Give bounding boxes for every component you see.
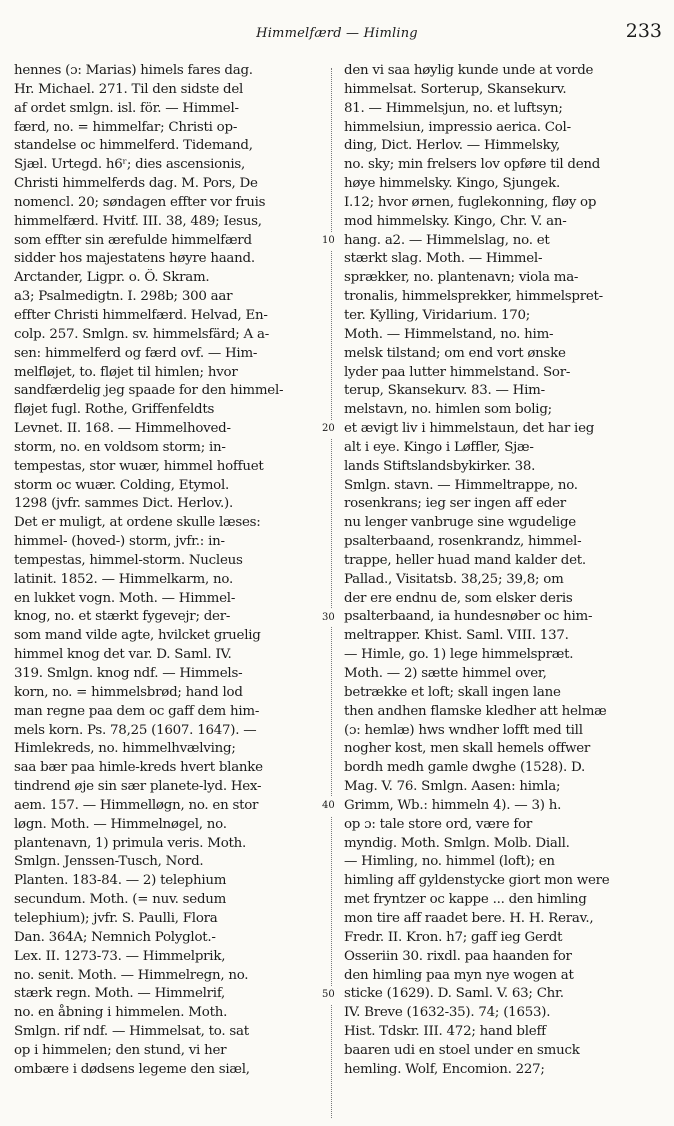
- text-line: Himlekreds, no. himmelhvælving;: [14, 741, 236, 757]
- text-line: der ere endnu de, som elsker deris: [344, 590, 573, 606]
- text-line: hang. a2. — Himmelslag, no. et: [344, 232, 550, 248]
- text-line: tindrend øje sin sær planete-lyd. Hex-: [14, 779, 262, 795]
- text-line: a3; Psalmedigtn. I. 298b; 300 aar: [14, 289, 233, 305]
- text-line: storm oc wuær. Colding, Etymol.: [14, 477, 230, 493]
- text-line: Sjæl. Urtegd. h6ʳ; dies ascensionis,: [14, 157, 245, 173]
- text-line: Dan. 364A; Nemnich Polyglot.-: [14, 929, 216, 945]
- right-column: [344, 62, 660, 1080]
- text-line: hemling. Wolf, Encomion. 227;: [344, 1061, 545, 1077]
- text-line: no. sky; min frelsers lov opføre til dend: [344, 157, 601, 173]
- text-line: høye himmelsky. Kingo, Sjungek.: [344, 176, 560, 192]
- text-line: baaren udi en stoel under en smuck: [344, 1042, 580, 1058]
- text-line: I.12; hvor ørnen, fuglekonning, fløy op: [344, 194, 597, 210]
- text-line: alt i eye. Kingo i Løffler, Sjæ-: [344, 439, 534, 455]
- text-line: storm, no. en voldsom storm; in-: [14, 439, 226, 455]
- text-line: meltrapper. Khist. Saml. VIII. 137.: [344, 628, 569, 644]
- text-line: sen: himmelferd og færd ovf. — Him-: [14, 345, 258, 361]
- text-line: sandfærdelig jeg spaade for den himmel-: [14, 383, 284, 399]
- text-line: effter Christi himmelfærd. Helvad, En-: [14, 307, 268, 323]
- text-line: Planten. 183-84. — 2) telephium: [14, 873, 227, 889]
- text-line: latinit. 1852. — Himmelkarm, no.: [14, 571, 233, 587]
- text-line: Fredr. II. Kron. h7; gaff ieg Gerdt: [344, 929, 563, 945]
- text-line: sidder hos majestatens høyre haand.: [14, 251, 255, 267]
- text-line: den vi saa høylig kunde unde at vorde: [344, 63, 594, 78]
- text-line: hennes (ɔ: Marias) himels fares dag.: [14, 63, 253, 78]
- text-line: som effter sin ærefulde himmelfærd: [14, 232, 252, 248]
- text-line: Smlgn. rif ndf. — Himmelsat, to. sat: [14, 1024, 249, 1040]
- text-line: himling aff gyldenstycke giort mon were: [344, 873, 610, 889]
- text-line: som mand vilde agte, hvilcket gruelig: [14, 628, 261, 644]
- text-line: — Himle, go. 1) lege himmelspræt.: [344, 647, 574, 663]
- text-line: psalterbaand, rosenkrandz, himmel-: [344, 534, 582, 550]
- text-line: met fryntzer oc kappe ... den himling: [344, 892, 587, 908]
- text-line: no. en åbning i himmelen. Moth.: [14, 1005, 228, 1021]
- text-line: mels korn. Ps. 78,25 (1607. 1647). —: [14, 722, 257, 738]
- text-line: Det er muligt, at ordene skulle læses:: [14, 515, 261, 531]
- text-line: colp. 257. Smlgn. sv. himmelsfärd; A a-: [14, 326, 269, 342]
- text-line: den himling paa myn nye wogen at: [344, 967, 574, 983]
- text-line: myndig. Moth. Smlgn. Molb. Diall.: [344, 835, 570, 851]
- text-line: tronalis, himmelsprekker, himmelspret-: [344, 289, 603, 305]
- text-line: betrække et loft; skall ingen lane: [344, 684, 561, 700]
- text-line: himmelsat. Sorterup, Skansekurv.: [344, 81, 567, 97]
- text-line: terup, Skansekurv. 83. — Him-: [344, 383, 545, 399]
- text-line: Pallad., Visitatsb. 38,25; 39,8; om: [344, 571, 564, 587]
- text-line: tempestas, stor wuær, himmel hoffuet: [14, 458, 264, 474]
- text-line: mod himmelsky. Kingo, Chr. V. an-: [344, 213, 567, 229]
- line-number: 30: [322, 609, 335, 628]
- page-header: [0, 20, 674, 50]
- text-line: nomencl. 20; søndagen effter vor fruis: [14, 194, 266, 210]
- text-line: aem. 157. — Himmelløgn, no. en stor: [14, 797, 259, 813]
- text-line: melfløjet, to. fløjet til himlen; hvor: [14, 364, 238, 380]
- text-line: plantenavn, 1) primula veris. Moth.: [14, 835, 247, 851]
- text-line: Levnet. II. 168. — Himmelhoved-: [14, 421, 231, 437]
- text-line: nu lenger vanbruge sine wgudelige: [344, 515, 576, 531]
- text-line: nogher kost, men skall hemels offwer: [344, 741, 591, 757]
- text-line: Osseriin 30. rixdl. paa haanden for: [344, 948, 572, 964]
- text-line: then andhen flamske kledher att helmæ: [344, 703, 607, 719]
- text-line: IV. Breve (1632-35). 74; (1653).: [344, 1005, 551, 1021]
- text-line: færd, no. = himmelfar; Christi op-: [14, 119, 238, 135]
- text-line: Moth. — Himmelstand, no. him-: [344, 326, 554, 342]
- text-line: Grimm, Wb.: himmeln 4). — 3) h.: [344, 797, 562, 813]
- text-line: man regne paa dem oc gaff dem him-: [14, 703, 260, 719]
- running-title: Himmelfærd — Himling: [256, 26, 418, 41]
- text-line: 1298 (jvfr. sammes Dict. Herlov.).: [14, 496, 233, 512]
- text-line: lyder paa lutter himmelstand. Sor-: [344, 364, 571, 380]
- text-line: psalterbaand, ia hundesnøber oc him-: [344, 609, 593, 625]
- text-line: telephium); jvfr. S. Paulli, Flora: [14, 910, 218, 926]
- text-line: — Himling, no. himmel (loft); en: [344, 854, 555, 870]
- text-line: Moth. — 2) sætte himmel over,: [344, 666, 547, 681]
- text-line: stærk regn. Moth. — Himmelrif,: [14, 986, 226, 1002]
- line-number: 50: [322, 986, 335, 1005]
- text-line: himmel- (hoved-) storm, jvfr.: in-: [14, 534, 225, 550]
- text-line: 81. — Himmelsjun, no. et luftsyn;: [344, 100, 563, 116]
- text-line: sticke (1629). D. Saml. V. 63; Chr.: [344, 986, 564, 1002]
- text-line: trappe, heller huad mand kalder det.: [344, 552, 586, 568]
- line-number: 10: [322, 232, 335, 251]
- text-line: ter. Kylling, Viridarium. 170;: [344, 307, 531, 323]
- text-line: mon tire aff raadet bere. H. H. Rerav.,: [344, 910, 594, 926]
- text-line: Mag. V. 76. Smlgn. Aasen: himla;: [344, 779, 561, 795]
- line-number: 40: [322, 797, 335, 816]
- text-line: (ɔ: hemlæ) hws wndher lofft med till: [344, 722, 583, 738]
- text-line: ding, Dict. Herlov. — Himmelsky,: [344, 138, 561, 154]
- text-line: korn, no. = himmelsbrød; hand lod: [14, 684, 243, 700]
- text-line: himmelfærd. Hvitf. III. 38, 489; Iesus,: [14, 213, 262, 229]
- text-line: lands Stiftslandsbykirker. 38.: [344, 458, 536, 474]
- text-line: saa bær paa himle-kreds hvert blanke: [14, 760, 263, 776]
- text-line: Lex. II. 1273-73. — Himmelprik,: [14, 948, 226, 964]
- text-line: af ordet smlgn. isl. för. — Himmel-: [14, 100, 239, 116]
- text-line: sprækker, no. plantenavn; viola ma-: [344, 270, 579, 286]
- text-line: standelse oc himmelferd. Tidemand,: [14, 138, 253, 154]
- text-line: rosenkrans; ieg ser ingen aff eder: [344, 496, 566, 512]
- text-line: ombære i dødsens legeme den siæl,: [14, 1061, 250, 1077]
- text-line: Hist. Tdskr. III. 472; hand bleff: [344, 1024, 546, 1040]
- text-line: melsk tilstand; om end vort ønske: [344, 345, 566, 361]
- text-line: Arctander, Ligpr. o. Ö. Skram.: [14, 270, 210, 286]
- text-line: fløjet fugl. Rothe, Griffenfeldts: [14, 402, 215, 418]
- text-line: Hr. Michael. 271. Til den sidste del: [14, 81, 244, 97]
- line-number: 20: [322, 420, 335, 439]
- text-line: Smlgn. Jenssen-Tusch, Nord.: [14, 854, 204, 870]
- text-line: himmelsiun, impressio aerica. Col-: [344, 119, 571, 135]
- text-line: tempestas, himmel-storm. Nucleus: [14, 552, 243, 568]
- text-line: 319. Smlgn. knog ndf. — Himmels-: [14, 666, 243, 681]
- text-line: bordh medh gamle dwghe (1528). D.: [344, 760, 585, 776]
- page-number: 233: [625, 20, 662, 42]
- text-line: melstavn, no. himlen som bolig;: [344, 402, 552, 418]
- text-line: no. senit. Moth. — Himmelregn, no.: [14, 967, 249, 983]
- text-line: Smlgn. stavn. — Himmeltrappe, no.: [344, 477, 578, 493]
- text-line: secundum. Moth. (= nuv. sedum: [14, 892, 227, 908]
- text-line: løgn. Moth. — Himmelnøgel, no.: [14, 816, 227, 832]
- text-line: knog, no. et stærkt fygevejr; der-: [14, 609, 231, 625]
- text-line: Christi himmelferds dag. M. Pors, De: [14, 176, 258, 192]
- text-line: en lukket vogn. Moth. — Himmel-: [14, 590, 236, 606]
- text-line: himmel knog det var. D. Saml. IV.: [14, 647, 232, 663]
- text-line: stærkt slag. Moth. — Himmel-: [344, 251, 543, 267]
- column-divider: [331, 68, 333, 1118]
- left-column: [14, 62, 330, 1080]
- text-line: op ɔ: tale store ord, være for: [344, 816, 533, 832]
- text-line: op i himmelen; den stund, vi her: [14, 1042, 227, 1058]
- text-line: et ævigt liv i himmelstaun, det har ieg: [344, 421, 595, 437]
